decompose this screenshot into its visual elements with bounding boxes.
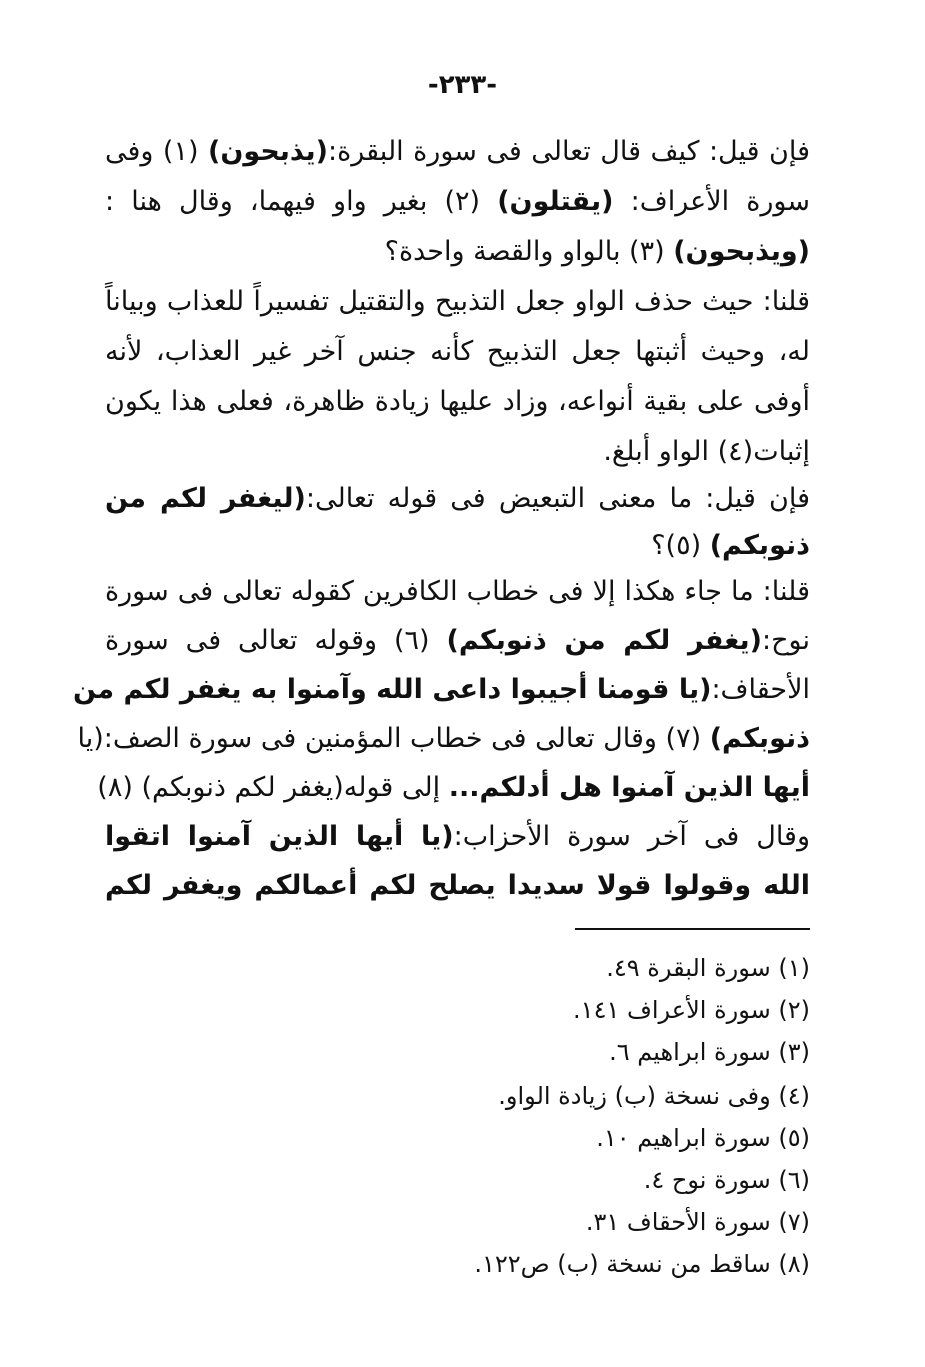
footnote-7: (٧) سورة الأحقاف ٣١. [585,1208,810,1236]
text-line: نوح:(يغفر لكم من ذنوبكم) (٦) وقوله تعالى فى سورة [105,625,810,656]
footnote-6: (٦) سورة نوح ٤. [643,1166,810,1194]
text-line: سورة الأعراف: (يقتلون) (٢) بغير واو فيهما، وقال هنا : [105,186,810,217]
footnote-5: (٥) سورة ابراهيم ١٠. [596,1124,810,1152]
text-line: (ويذبحون) (٣) بالواو والقصة واحدة؟ [384,236,810,267]
footnote-divider [575,928,810,930]
footnote-1: (١) سورة البقرة ٤٩. [606,954,810,982]
text-line: فإن قيل: ما معنى التبعيض فى قوله تعالى:(ليغفر لكم من [105,483,810,514]
text-line: أوفى على بقية أنواعه، وزاد عليها زيادة ظاهرة، فعلى هذا يكون [105,386,810,417]
text-line: الله وقولوا قولا سديدا يصلح لكم أعمالكم ويغفر لكم [105,870,810,901]
text-line: وقال فى آخر سورة الأحزاب:(يا أيها الذين آمنوا اتقوا [105,821,810,852]
footnote-3: (٣) سورة ابراهيم ٦. [609,1038,810,1066]
text-line: أيها الذين آمنوا هل أدلكم... إلى قوله(يغفر لكم ذنوبكم) (٨) [97,772,810,803]
text-line: ذنوبكم) (٧) وقال تعالى فى خطاب المؤمنين فى سورة الصف:(يا [77,723,810,754]
text-line: فإن قيل: كيف قال تعالى فى سورة البقرة:(يذبحون) (١) وفى [105,136,810,167]
footnote-2: (٢) سورة الأعراف ١٤١. [573,996,810,1024]
text-line: قلنا: ما جاء هكذا إلا فى خطاب الكافرين كقوله تعالى فى سورة [105,576,810,607]
text-line: الأحقاف:(يا قومنا أجيبوا داعى الله وآمنوا به يغفر لكم من [73,674,810,705]
text-line: إثبات(٤) الواو أبلغ. [603,436,810,467]
text-line: ذنوبكم) (٥)؟ [651,530,810,561]
page-number: -٢٣٣- [427,70,498,100]
footnote-4: (٤) وفى نسخة (ب) زيادة الواو. [498,1082,810,1110]
text-line: قلنا: حيث حذف الواو جعل التذبيح والتقتيل تفسيراً للعذاب وبياناً [105,286,810,317]
footnote-8: (٨) ساقط من نسخة (ب) ص١٢٢. [474,1250,810,1278]
text-line: له، وحيث أثبتها جعل التذبيح كأنه جنس آخر غير العذاب، لأنه [105,336,810,367]
